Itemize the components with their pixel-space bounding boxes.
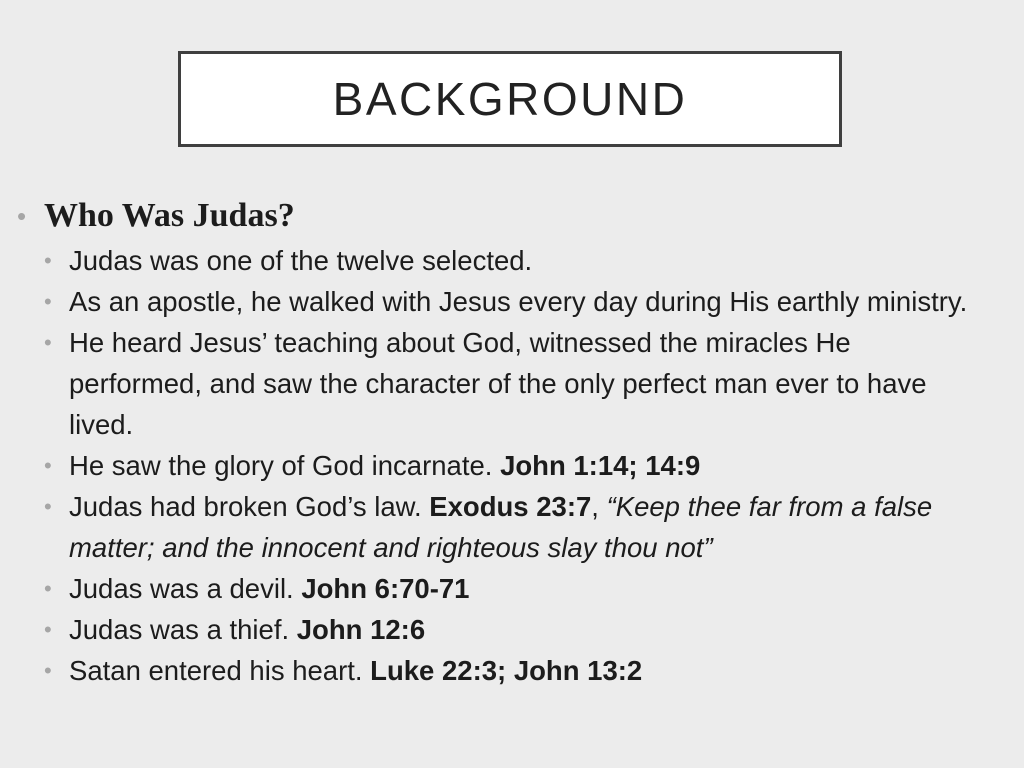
- separator: ,: [591, 491, 607, 522]
- scripture-reference: Luke 22:3; John 13:2: [370, 655, 643, 686]
- item-text: Satan entered his heart.: [69, 655, 371, 686]
- item-text: He saw the glory of God incarnate.: [69, 450, 501, 481]
- bullet-dot: •: [44, 330, 52, 355]
- scripture-reference: John 1:14; 14:9: [500, 450, 701, 481]
- heading-item: [0, 192, 1024, 240]
- list-item: [0, 568, 1024, 609]
- bullet-dot: •: [44, 576, 52, 601]
- bullet-dot: •: [44, 494, 52, 519]
- section-heading: Who Was Judas?: [44, 197, 295, 234]
- item-text: Judas was one of the twelve selected.: [69, 245, 533, 276]
- slide-content: [0, 192, 1024, 691]
- bullet-dot: •: [17, 201, 27, 231]
- scripture-reference: John 6:70-71: [301, 573, 470, 604]
- slide-title: BACKGROUND: [332, 73, 688, 125]
- item-text: Judas was a thief.: [69, 614, 297, 645]
- list-item: [0, 650, 1024, 691]
- title-box: [178, 51, 842, 147]
- item-text: He heard Jesus’ teaching about God, witnessed the miracles He performed, and saw the character of the only perfect man ever to have lived.: [69, 327, 927, 440]
- scripture-reference: Exodus 23:7: [429, 491, 592, 522]
- scripture-quote: “Keep thee far from a false matter; and the innocent and righteous slay thou not”: [69, 491, 933, 563]
- bullet-dot: •: [44, 617, 52, 642]
- scripture-reference: John 12:6: [296, 614, 426, 645]
- item-text: Judas had broken God’s law.: [69, 491, 430, 522]
- list-item: [0, 240, 1024, 281]
- list-item: [0, 486, 1024, 568]
- bullet-dot: •: [44, 289, 52, 314]
- list-item: [0, 322, 1024, 445]
- bullet-dot: •: [44, 248, 52, 273]
- bullet-dot: •: [44, 658, 52, 683]
- item-text: As an apostle, he walked with Jesus every day during His earthly ministry.: [69, 286, 968, 317]
- list-item: [0, 445, 1024, 486]
- list-item: [0, 281, 1024, 322]
- item-text: Judas was a devil.: [69, 573, 302, 604]
- list-item: [0, 609, 1024, 650]
- bullet-dot: •: [44, 453, 52, 478]
